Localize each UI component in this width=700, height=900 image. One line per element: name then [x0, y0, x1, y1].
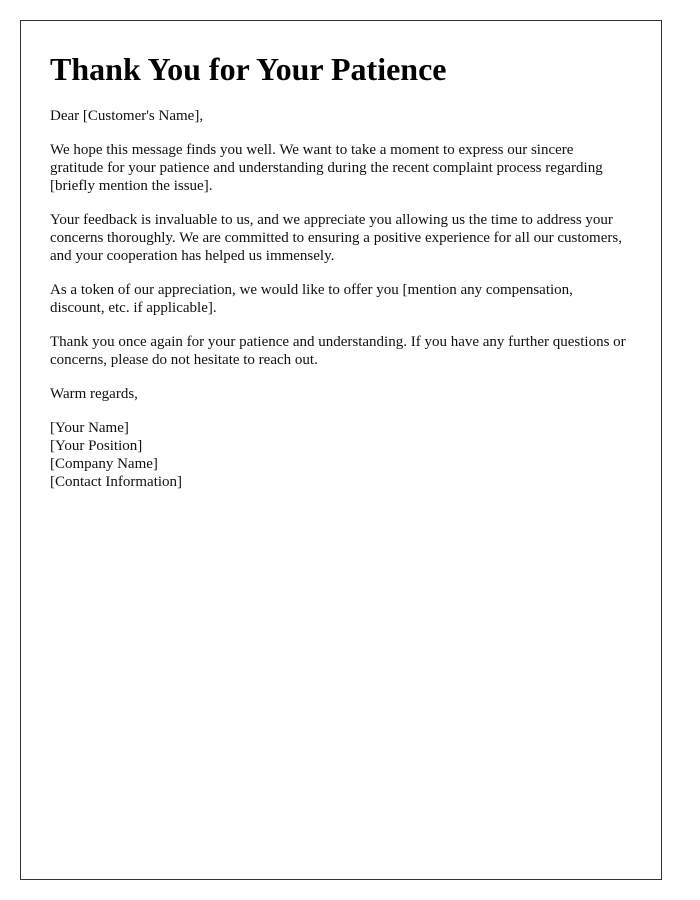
signature-position: [Your Position] — [50, 438, 143, 454]
paragraph-intro: We hope this message finds you well. We want to take a moment to express our sincere gratitude for your patience and understanding during the recent complaint process regarding [briefly mention the issue]. — [50, 142, 603, 194]
paragraph-compensation: As a token of our appreciation, we would like to offer you [mention any compensation, discount, etc. if applicable]. — [50, 282, 573, 316]
signature-company: [Company Name] — [50, 456, 158, 472]
salutation: Dear [Customer's Name], — [50, 108, 204, 124]
signature-name: [Your Name] — [50, 420, 129, 436]
closing: Warm regards, — [50, 386, 138, 402]
letter-title: Thank You for Your Patience — [50, 51, 447, 87]
signature-block — [50, 419, 630, 491]
paragraph-thanks: Thank you once again for your patience and understanding. If you have any further questions or concerns, please do not hesitate to reach out. — [50, 334, 626, 368]
signature-contact: [Contact Information] — [50, 474, 183, 490]
letter-content — [50, 51, 630, 491]
paragraph-feedback: Your feedback is invaluable to us, and we appreciate you allowing us the time to address your concerns thoroughly. We are committed to ensuring a positive experience for all our customers, and your cooperation has helped us immensely. — [50, 212, 622, 264]
letter-page — [20, 20, 662, 880]
